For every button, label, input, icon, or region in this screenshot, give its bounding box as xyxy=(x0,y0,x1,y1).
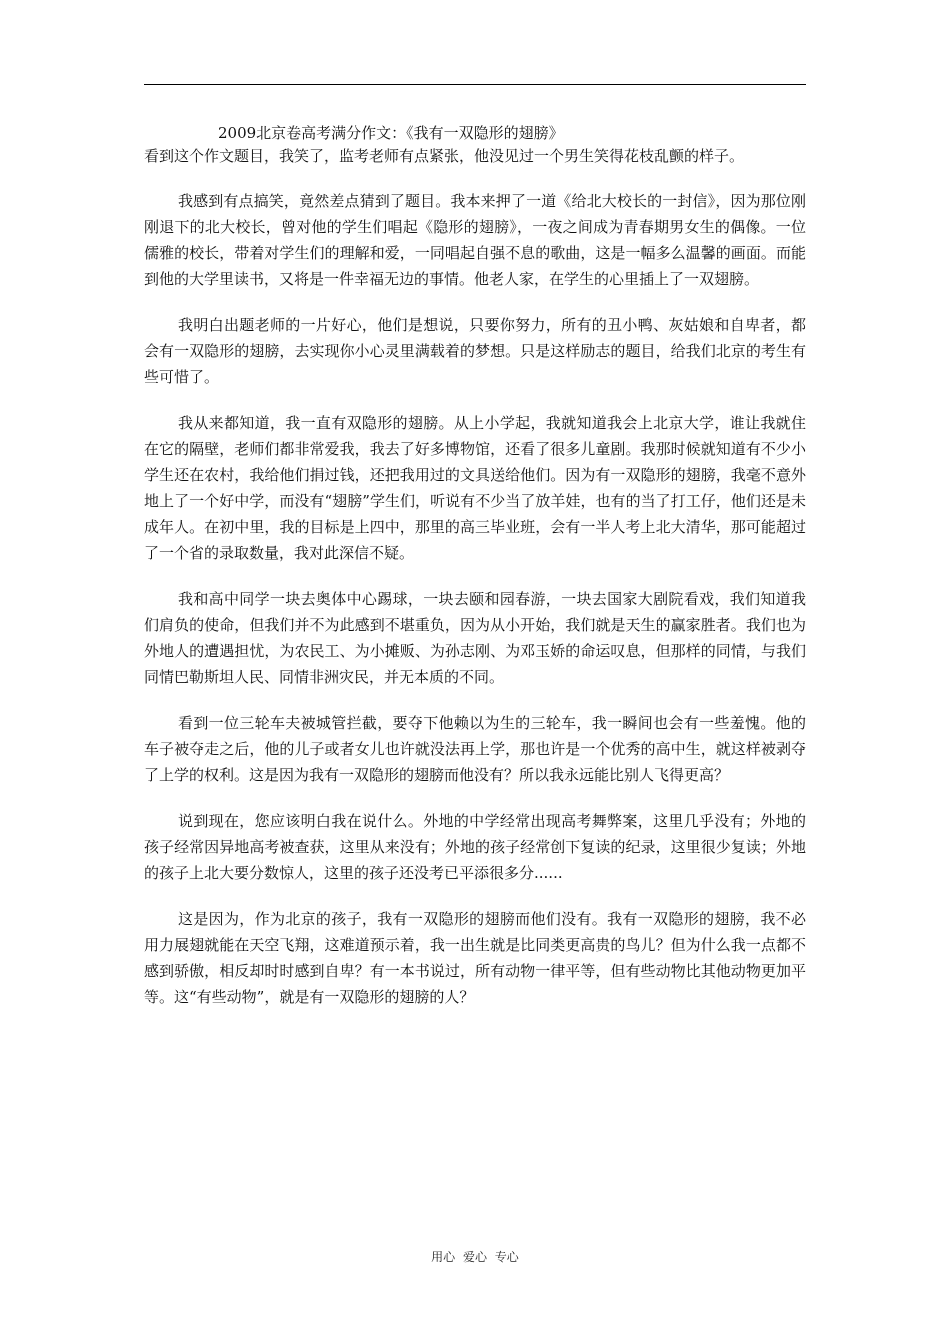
document-title: 2009北京卷高考满分作文：《我有一双隐形的翅膀》 xyxy=(218,124,564,142)
paragraph-7: 这是因为，作为北京的孩子，我有一双隐形的翅膀而他们没有。我有一双隐形的翅膀，我不必用力展翅就能在天空飞翔，这难道预示着，我一出生就是比同类更高贵的鸟儿？但为什么我一点都不感到骄傲，相反却时时感到自卑？有一本书说过，所有动物一律平等，但有些动物比其他动物更加平等。这“有些动物”，就是有一双隐形的翅膀的人？ xyxy=(144,910,806,1006)
document-body xyxy=(144,122,806,1030)
intro-paragraph: 看到这个作文题目，我笑了，监考老师有点紧张，他没见过一个男生笑得花枝乱颤的样子。 xyxy=(144,147,745,165)
page-footer: 用心 爱心 专心 xyxy=(431,1250,519,1264)
paragraph-4: 我和高中同学一块去奥体中心踢球，一块去颐和园春游，一块去国家大剧院看戏，我们知道我们肩负的使命，但我们并不为此感到不堪重负，因为从小开始，我们就是天生的赢家胜者。我们也为外地人的遭遇担忧，为农民工、为小摊贩、为孙志刚、为邓玉娇的命运叹息，但那样的同情，与我们同情巴勒斯坦人民、同情非洲灾民，并无本质的不同。 xyxy=(144,590,806,686)
paragraph-3: 我从来都知道，我一直有双隐形的翅膀。从上小学起，我就知道我会上北京大学，谁让我就住在它的隔壁，老师们都非常爱我，我去了好多博物馆，还看了很多儿童剧。我那时候就知道有不少小学生还在农村，我给他们捐过钱，还把我用过的文具送给他们。因为有一双隐形的翅膀，我毫不意外地上了一个好中学，而没有“翅膀”学生们，听说有不少当了放羊娃，也有的当了打工仔，他们还是未成年人。在初中里，我的目标是上四中，那里的高三毕业班，会有一半人考上北大清华，那可能超过了一个省的录取数量，我对此深信不疑。 xyxy=(144,414,806,562)
paragraph-6: 说到现在，您应该明白我在说什么。外地的中学经常出现高考舞弊案，这里几乎没有；外地的孩子经常因异地高考被查获，这里从来没有；外地的孩子经常创下复读的纪录，这里很少复读；外地的孩子上北大要分数惊人，这里的孩子还没考已平添很多分...... xyxy=(144,812,806,882)
paragraph-2: 我明白出题老师的一片好心，他们是想说，只要你努力，所有的丑小鸭、灰姑娘和自卑者，都会有一双隐形的翅膀，去实现你小心灵里满载着的梦想。只是这样励志的题目，给我们北京的考生有些可惜了。 xyxy=(144,316,806,386)
header-rule xyxy=(144,84,806,85)
paragraph-5: 看到一位三轮车夫被城管拦截，要夺下他赖以为生的三轮车，我一瞬间也会有一些羞愧。他的车子被夺走之后，他的儿子或者女儿也许就没法再上学，那也许是一个优秀的高中生，就这样被剥夺了上学的权利。这是因为我有一双隐形的翅膀而他没有？所以我永远能比别人飞得更高？ xyxy=(144,714,806,784)
paragraph-1: 我感到有点搞笑，竟然差点猜到了题目。我本来押了一道《给北大校长的一封信》，因为那位刚刚退下的北大校长，曾对他的学生们唱起《隐形的翅膀》，一夜之间成为青春期男女生的偶像。一位儒雅的校长，带着对学生们的理解和爱，一同唱起自强不息的歌曲，这是一幅多么温馨的画面。而能到他的大学里读书，又将是一件幸福无边的事情。他老人家，在学生的心里插上了一双翅膀。 xyxy=(144,192,806,288)
